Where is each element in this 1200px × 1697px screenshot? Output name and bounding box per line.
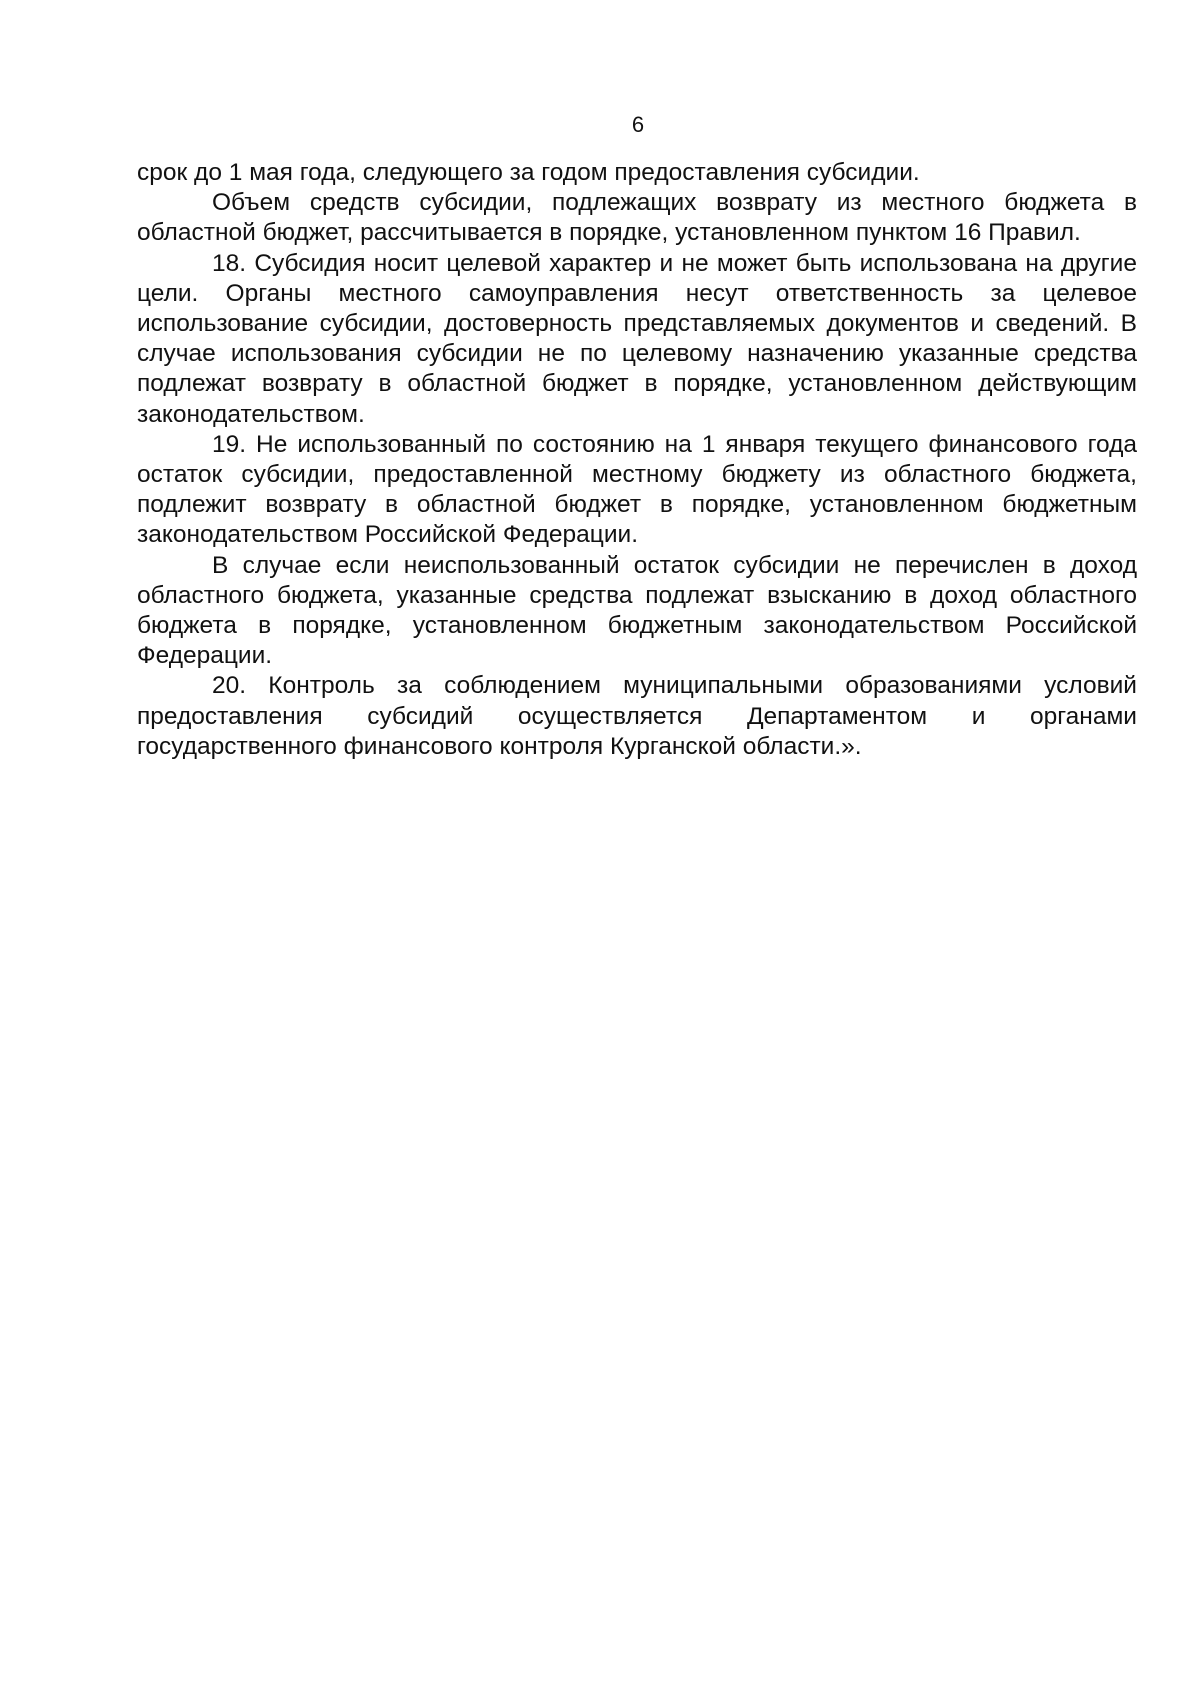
paragraph-refund-volume: Объем средств субсидии, подлежащих возврату из местного бюджета в областной бюджет, рассчитывается в порядке, установленном пунктом 16 Правил.: [137, 189, 1137, 247]
paragraph-item-20: 20. Контроль за соблюдением муниципальными образованиями условий предоставления субсидий осуществляется Департаментом и органами государственного финансового контроля Курганской области.».: [137, 672, 1137, 760]
paragraph-item-19: 19. Не использованный по состоянию на 1 января текущего финансового года остаток субсидии, предоставленной местному бюджету из областного бюджета, подлежит возврату в областной бюджет в порядке, установленном бюджетным законодательством Российской Федерации.: [137, 430, 1137, 549]
paragraph-item-18: 18. Субсидия носит целевой характер и не может быть использована на другие цели. Органы местного самоуправления несут ответственность за целевое использование субсидии, достоверность представляемых документов и сведений. В случае использования субсидии не по целевому назначению указанные средства подлежат возврату в областной бюджет в порядке, установленном действующим законодательством.: [137, 249, 1137, 428]
document-body: [137, 158, 1137, 762]
page-number: 6: [631, 112, 645, 137]
paragraph-continuation: срок до 1 мая года, следующего за годом предоставления субсидии.: [137, 159, 920, 186]
paragraph-recovery: В случае если неиспользованный остаток субсидии не перечислен в доход областного бюджета, указанные средства подлежат взысканию в доход областного бюджета в порядке, установленном бюджетным законодательством Российской Федерации.: [137, 551, 1137, 670]
